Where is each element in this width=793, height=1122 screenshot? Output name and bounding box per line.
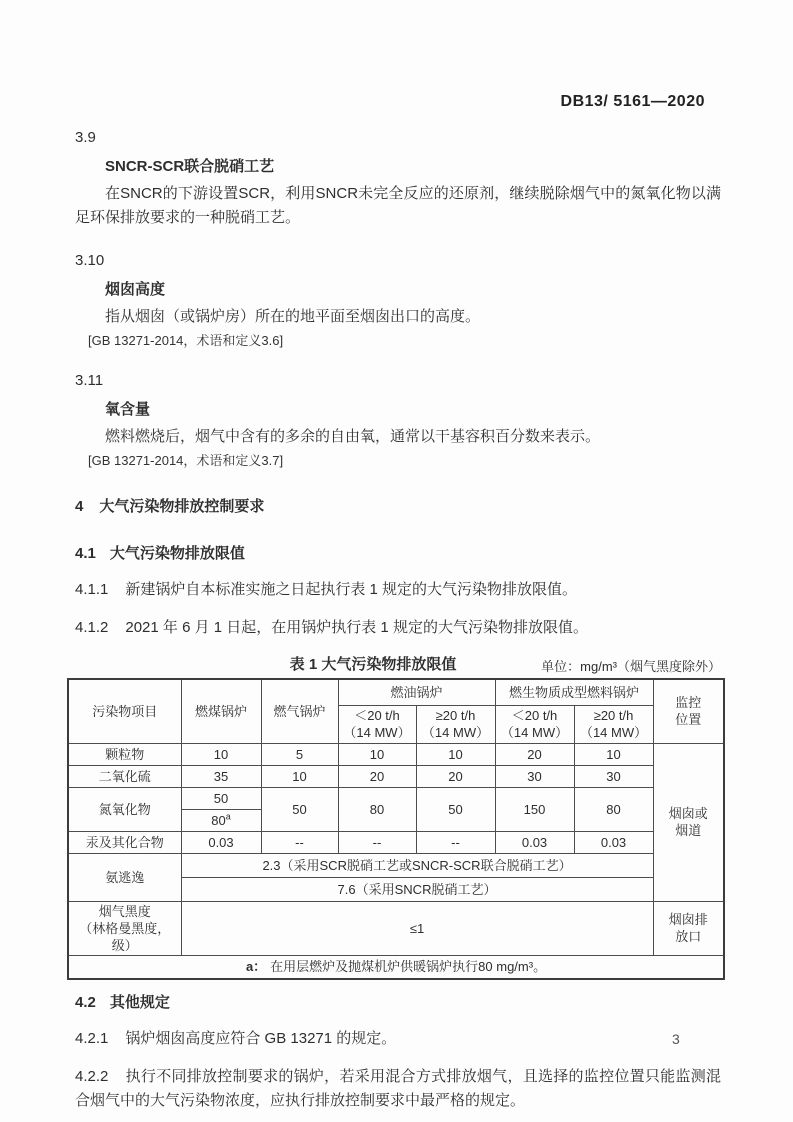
monitor-main-line1: 烟囱或 — [668, 806, 708, 821]
footnote-marker: a： — [245, 959, 267, 975]
table-row-hg — [68, 831, 724, 853]
table-row-pm — [68, 743, 724, 765]
so2-oil-lt20: 20 — [338, 765, 416, 787]
nox-coal-existing — [181, 809, 261, 831]
so2-biomass-lt20: 30 — [495, 765, 574, 787]
term-title: 烟囱高度 — [105, 281, 166, 298]
clause-4-1-1 — [75, 578, 721, 602]
chapter-title: 大气污染物排放控制要求 — [99, 498, 265, 515]
clause-text: 执行不同排放控制要求的锅炉，若采用混合方式排放烟气，且选择的监控位置只能监测混合烟气中的大气污染物浓度，应执行排放控制要求中最严格的规定。 — [75, 1068, 721, 1109]
clause-4-2-2 — [75, 1065, 721, 1113]
capacity-label: ＜20 t/h — [354, 708, 400, 723]
hg-biomass-ge20: 0.03 — [574, 831, 653, 853]
header-monitor-position — [653, 679, 724, 743]
pm-label: 颗粒物 — [68, 743, 181, 765]
page-content — [75, 128, 721, 1113]
table-row-blackness — [68, 901, 724, 955]
section-number: 4.2 — [75, 994, 96, 1011]
section-4-1-heading — [75, 544, 721, 564]
nox-coal-existing-value: 80 — [211, 812, 226, 828]
so2-label: 二氧化硫 — [68, 765, 181, 787]
pm-biomass-lt20: 20 — [495, 743, 574, 765]
term-title: 氧含量 — [105, 401, 151, 418]
blackness-monitor — [653, 901, 724, 955]
hg-oil-ge20: -- — [416, 831, 495, 853]
clause-number: 4.1.1 — [75, 581, 109, 598]
clause-text: 锅炉烟囱高度应符合 GB 13271 的规定。 — [125, 1030, 397, 1047]
clause-number: 4.2.1 — [75, 1030, 109, 1047]
monitor-main-line2: 烟道 — [675, 823, 702, 838]
hg-biomass-lt20: 0.03 — [495, 831, 574, 853]
header-monitor-line1: 监控 — [675, 695, 702, 711]
section-number: 3.10 — [75, 252, 105, 269]
section-4-2-heading — [75, 993, 721, 1013]
clause-number: 4.1.2 — [75, 619, 109, 636]
emission-limits-table — [67, 678, 725, 980]
footnote-ref-a: a — [225, 811, 231, 822]
section-title: 大气污染物排放限值 — [109, 545, 245, 562]
pm-oil-ge20: 10 — [416, 743, 495, 765]
blackness-label-line1: 烟气黑度 — [98, 903, 151, 919]
blackness-monitor-line2: 放口 — [675, 929, 702, 944]
table-row-footnote — [68, 955, 724, 979]
section-title: 其他规定 — [109, 994, 170, 1011]
header-biomass-lt20 — [495, 705, 574, 743]
nox-label: 氮氧化物 — [68, 787, 181, 831]
pm-oil-lt20: 10 — [338, 743, 416, 765]
pm-gas: 5 — [261, 743, 338, 765]
header-biomass-boiler-group: 燃生物质成型燃料锅炉 — [495, 679, 653, 705]
clause-number: 4.2.2 — [75, 1068, 109, 1085]
clause-4-2-1 — [75, 1027, 721, 1051]
hg-coal: 0.03 — [181, 831, 261, 853]
chapter-number: 4 — [75, 498, 84, 515]
header-biomass-ge20 — [574, 705, 653, 743]
power-label: （14 MW） — [500, 725, 569, 740]
hg-gas: -- — [261, 831, 338, 853]
table-unit: 单位：mg/m³（烟气黑度除外） — [541, 659, 721, 674]
so2-oil-ge20: 20 — [416, 765, 495, 787]
nox-coal-new: 50 — [181, 787, 261, 809]
footnote-text: 在用层燃炉及抛煤机炉供暖锅炉执行80 mg/m³。 — [270, 959, 547, 975]
pm-coal: 10 — [181, 743, 261, 765]
term-definition: 在SNCR的下游设置SCR，利用SNCR未完全反应的还原剂，继续脱除烟气中的氮氧化物以满足环保排放要求的一种脱硝工艺。 — [75, 185, 721, 226]
header-oil-ge20 — [416, 705, 495, 743]
table-row-nh3-scr — [68, 853, 724, 877]
table-row-nox-top — [68, 787, 724, 809]
section-3-10 — [75, 251, 721, 350]
power-label: （14 MW） — [421, 725, 490, 740]
so2-biomass-ge20: 30 — [574, 765, 653, 787]
section-number: 3.11 — [75, 372, 104, 389]
term-title: SNCR-SCR联合脱硝工艺 — [105, 158, 275, 175]
nh3-scr-value: 2.3（采用SCR脱硝工艺或SNCR-SCR联合脱硝工艺） — [181, 853, 653, 877]
doc-number: DB13/ 5161—2020 — [560, 93, 705, 110]
table-row-so2 — [68, 765, 724, 787]
header-oil-lt20 — [338, 705, 416, 743]
hg-label: 汞及其化合物 — [68, 831, 181, 853]
so2-coal: 35 — [181, 765, 261, 787]
chapter-4-heading — [75, 497, 721, 517]
section-3-9 — [75, 128, 721, 230]
blackness-label-line2: （林格曼黑度，级） — [79, 920, 171, 953]
section-number: 3.9 — [75, 129, 96, 146]
term-definition: 指从烟囱（或锅炉房）所在的地平面至烟囱出口的高度。 — [105, 308, 481, 325]
section-3-11 — [75, 371, 721, 470]
table-title: 表 1 大气污染物排放限值 — [289, 656, 457, 673]
clause-text: 2021 年 6 月 1 日起，在用锅炉执行表 1 规定的大气污染物排放限值。 — [125, 619, 588, 636]
header-monitor-line2: 位置 — [675, 712, 702, 728]
table-footnote — [68, 955, 724, 979]
clause-4-1-2 — [75, 616, 721, 640]
capacity-label: ＜20 t/h — [511, 708, 558, 723]
term-definition: 燃料燃烧后，烟气中含有的多余的自由氧，通常以干基容积百分数来表示。 — [105, 428, 601, 445]
header-gas-boiler: 燃气锅炉 — [261, 679, 338, 743]
so2-gas: 10 — [261, 765, 338, 787]
term-source: [GB 13271-2014，术语和定义3.7] — [88, 453, 284, 468]
header-pollutant: 污染物项目 — [68, 679, 181, 743]
term-source: [GB 13271-2014，术语和定义3.6] — [88, 333, 284, 348]
power-label: （14 MW） — [343, 725, 411, 740]
blackness-label — [68, 901, 181, 955]
nox-biomass-ge20: 80 — [574, 787, 653, 831]
nox-gas: 50 — [261, 787, 338, 831]
monitor-position-main — [653, 743, 724, 901]
nh3-label: 氨逃逸 — [68, 853, 181, 901]
page-number: 3 — [672, 1031, 680, 1047]
pm-biomass-ge20: 10 — [574, 743, 653, 765]
nox-biomass-lt20: 150 — [495, 787, 574, 831]
header-coal-boiler: 燃煤锅炉 — [181, 679, 261, 743]
blackness-value: ≤1 — [181, 901, 653, 955]
power-label: （14 MW） — [579, 725, 648, 740]
nox-oil-ge20: 50 — [416, 787, 495, 831]
capacity-label: ≥20 t/h — [593, 708, 634, 723]
clause-text: 新建锅炉自本标准实施之日起执行表 1 规定的大气污染物排放限值。 — [125, 581, 578, 598]
nh3-sncr-value: 7.6（采用SNCR脱硝工艺） — [181, 877, 653, 901]
nox-oil-lt20: 80 — [338, 787, 416, 831]
hg-oil-lt20: -- — [338, 831, 416, 853]
capacity-label: ≥20 t/h — [435, 708, 476, 723]
section-number: 4.1 — [75, 545, 96, 562]
header-oil-boiler-group: 燃油锅炉 — [338, 679, 495, 705]
table-caption-row — [67, 653, 723, 675]
blackness-monitor-line1: 烟囱排 — [668, 912, 708, 927]
